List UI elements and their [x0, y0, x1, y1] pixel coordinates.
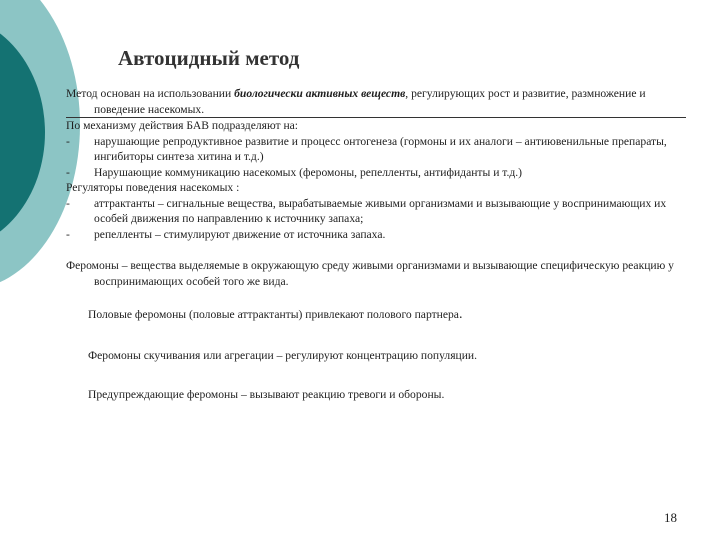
classification-heading: По механизму действия БАВ подразделяют на:: [66, 119, 299, 132]
slide-content: [66, 86, 686, 403]
bullet-dash: -: [66, 165, 70, 179]
sex-pheromones-period: .: [458, 307, 463, 322]
bullet-text: нарушающие репродуктивное развитие и процесс онтогенеза (гормоны и их аналоги – антиювенильные препараты, ингибиторы синтеза хитина и т.д.): [94, 134, 667, 163]
alarm-pheromones-line: Предупреждающие феромоны – вызывают реакцию тревоги и обороны.: [88, 388, 445, 401]
bullet-dash: -: [66, 227, 70, 241]
bullet-text: аттрактанты – сигнальные вещества, вырабатываемые живыми организмами и вызывающие у воспринимающих их особей движения по направлению к источнику запаха;: [94, 196, 667, 225]
regulators-heading: Регуляторы поведения насекомых :: [66, 181, 240, 194]
bullet-dash: -: [66, 196, 70, 210]
sex-pheromones-line: [66, 307, 686, 323]
pheromones-definition: Феромоны – вещества выделяемые в окружающую среду живыми организмами и вызывающие специфическую реакцию у воспринимающих особей того же вида.: [66, 259, 674, 288]
bullet-item: [66, 227, 686, 243]
spacer: [66, 242, 686, 258]
intro-suffix: , регулирующих рост и развитие, размножение и поведение насекомых.: [94, 87, 646, 116]
bullet-item: [66, 134, 686, 165]
intro-prefix: Метод основан на использовании: [66, 87, 235, 100]
bullet-item: [66, 165, 686, 181]
bullet-item: [66, 196, 686, 227]
bullet-dash: -: [66, 134, 70, 148]
slide-title: Автоцидный метод: [118, 46, 300, 70]
spacer: [66, 323, 686, 348]
spacer: [66, 289, 686, 307]
spacer: [66, 363, 686, 387]
page-number: 18: [664, 510, 677, 525]
bullet-text: репелленты – стимулируют движение от источника запаха.: [94, 227, 386, 241]
intro-emphasis: биологически активных веществ: [234, 87, 406, 100]
intro-paragraph: [66, 86, 686, 118]
sex-pheromones-text: Половые феромоны (половые аттрактанты) привлекают полового партнера: [88, 308, 459, 321]
aggregation-pheromones-line: Феромоны скучивания или агрегации – регулируют концентрацию популяции.: [88, 348, 478, 362]
bullet-text: Нарушающие коммуникацию насекомых (феромоны, репелленты, антифиданты и т.д.): [94, 165, 523, 179]
